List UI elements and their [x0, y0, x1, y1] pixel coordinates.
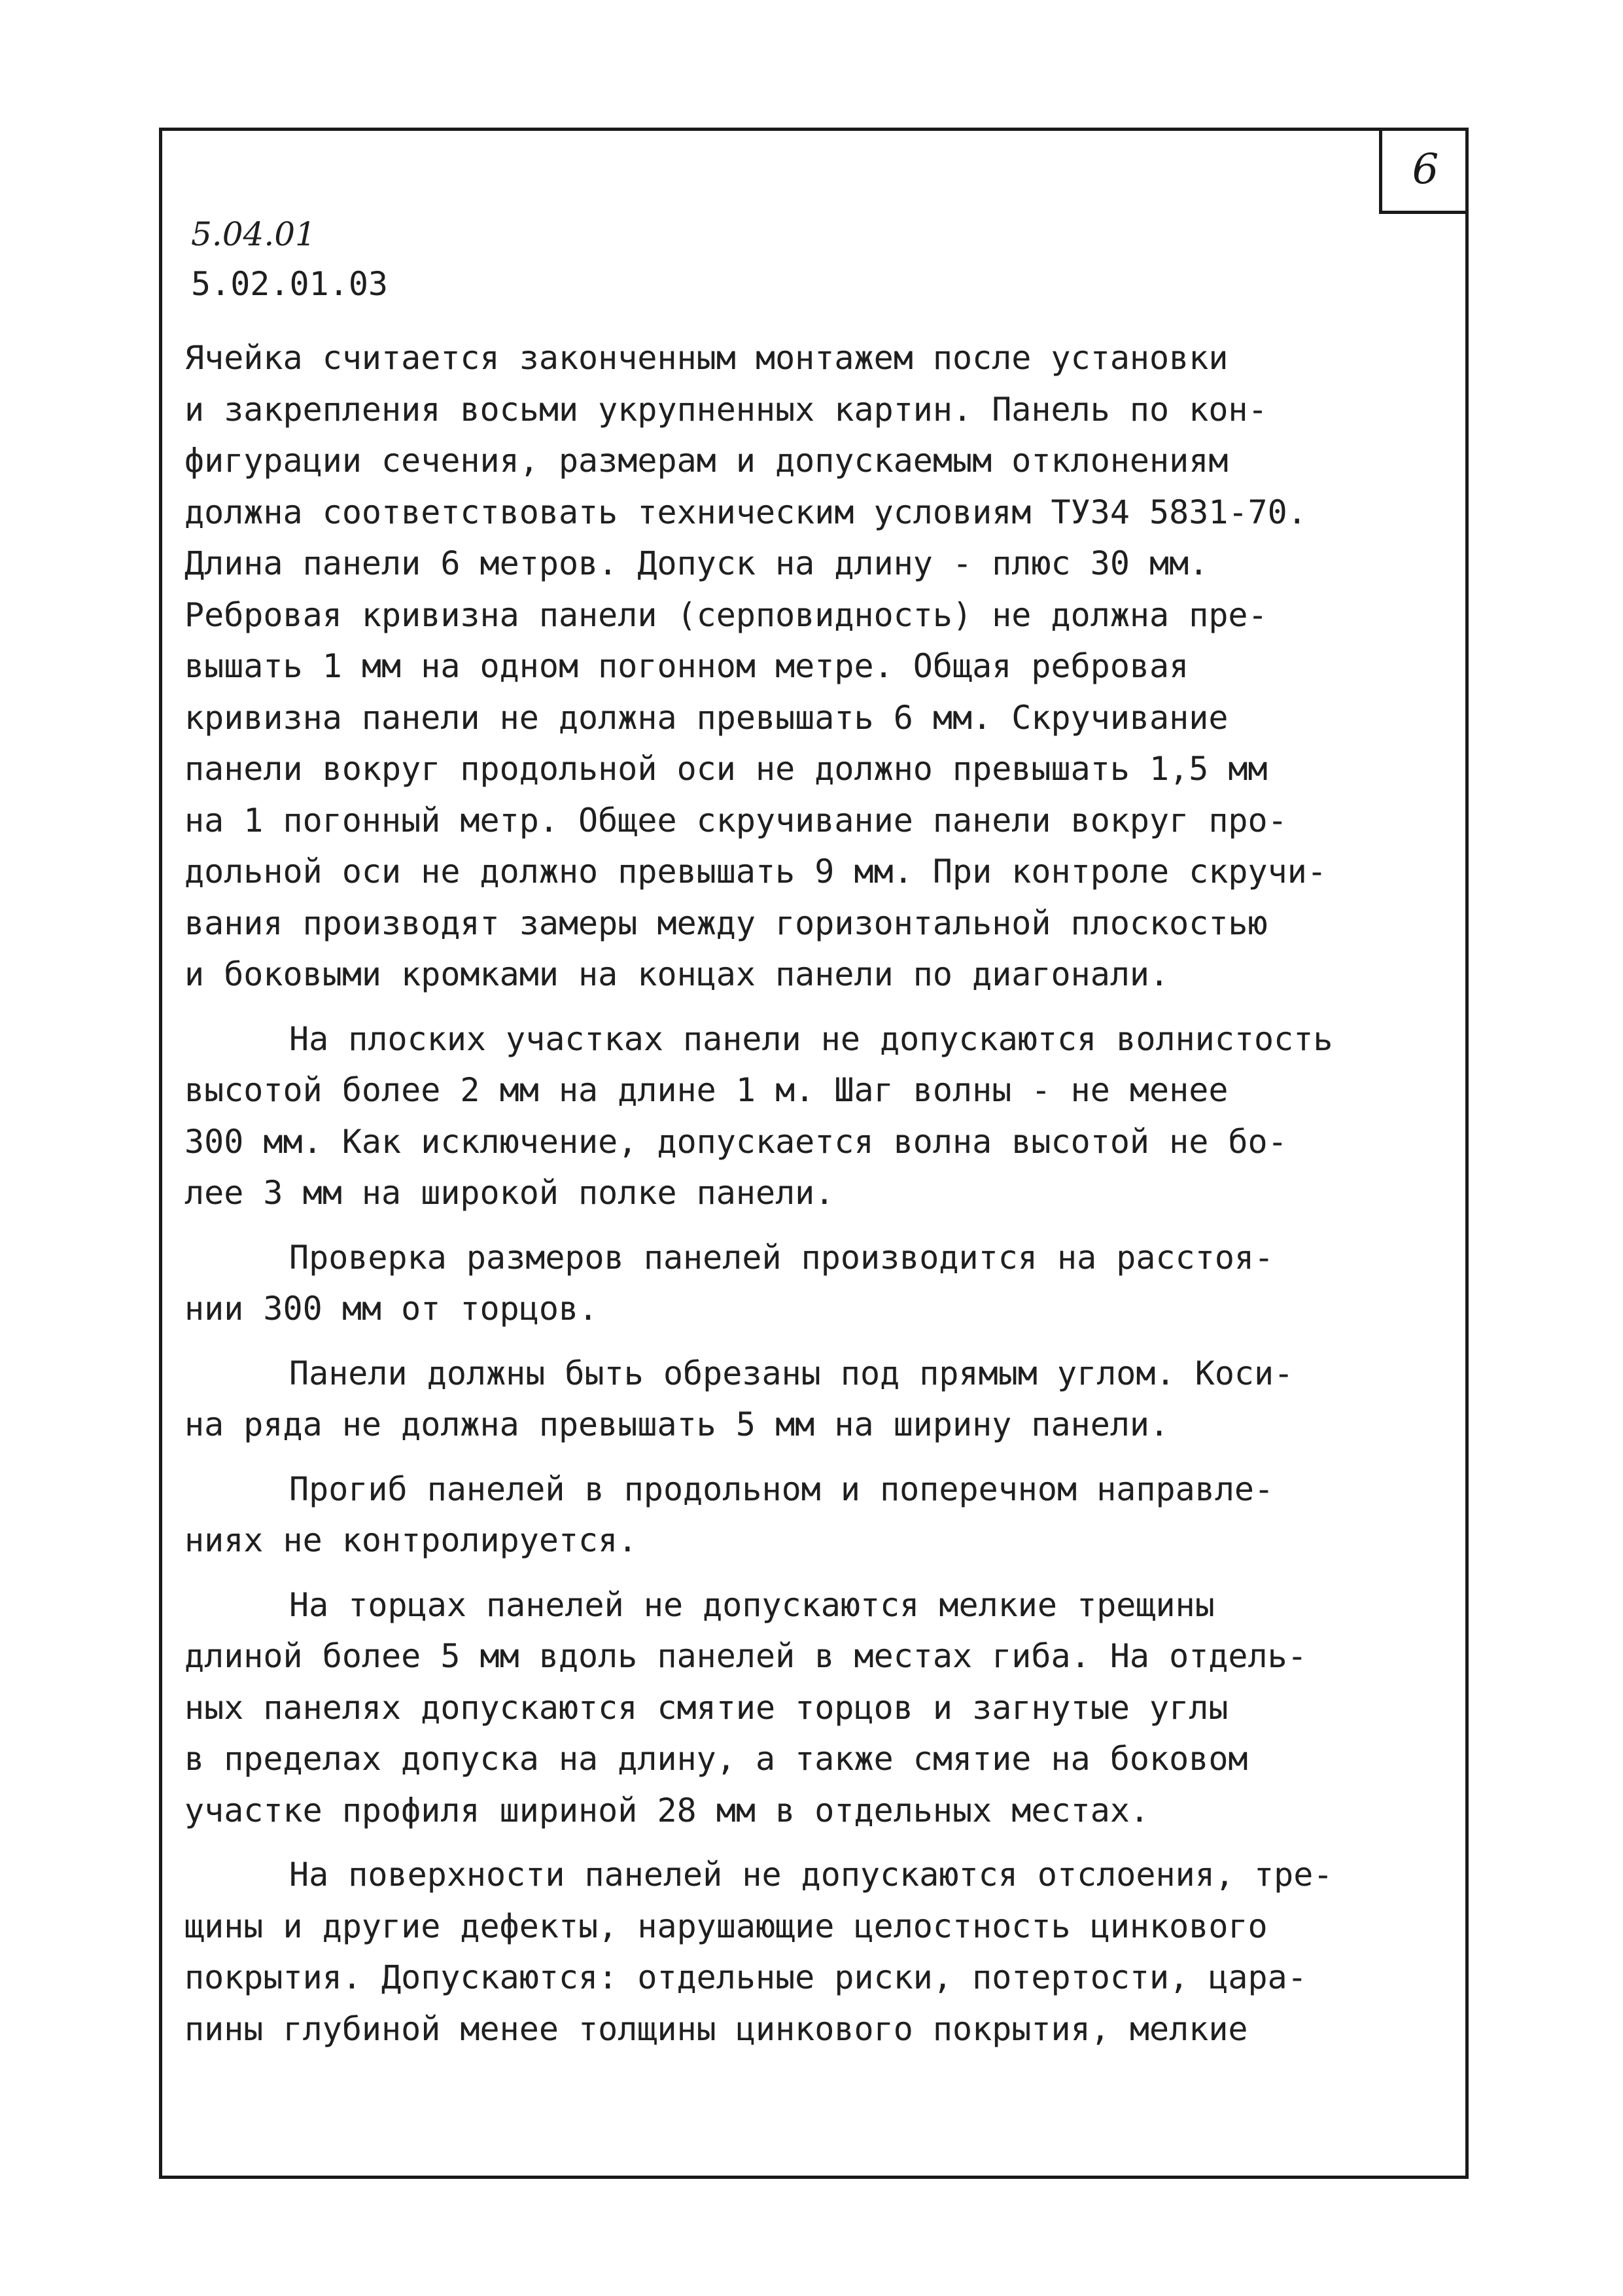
text-line: на ряда не должна превышать 5 мм на ширину панели.: [184, 1405, 1170, 1443]
text-line: вышать 1 мм на одном погонном метре. Общая ребровая: [184, 647, 1189, 685]
text-line: Ячейка считается законченным монтажем после установки: [184, 339, 1229, 377]
doc-code-typed: 5.02.01.03: [191, 265, 389, 303]
text-line: Длина панели 6 метров. Допуск на длину - плюс 30 мм.: [184, 544, 1209, 582]
paragraph: [184, 1849, 1427, 2055]
text-line: кривизна панели не должна превышать 6 мм. Скручивание: [184, 698, 1229, 737]
paragraph: [184, 332, 1427, 1000]
text-line: должна соответствовать техническим условиям ТУ34 5831-70.: [184, 493, 1307, 531]
text-line: дольной оси не должно превышать 9 мм. При контроле скручи-: [184, 853, 1327, 891]
text-line: Панели должны быть обрезаны под прямым углом. Коси-: [289, 1354, 1294, 1392]
text-line: участке профиля шириной 28 мм в отдельных местах.: [184, 1791, 1150, 1829]
text-line: лее 3 мм на широкой полке панели.: [184, 1174, 835, 1212]
text-line: На плоских участках панели не допускаются волнистость: [289, 1019, 1333, 1058]
text-line: вания производят замеры между горизонтальной плоскостью: [184, 904, 1268, 942]
text-line: фигурации сечения, размерам и допускаемым отклонениям: [184, 442, 1229, 480]
text-line: высотой более 2 мм на длине 1 м. Шаг волны - не менее: [184, 1071, 1229, 1109]
text-line: покрытия. Допускаются: отдельные риски, потертости, цара-: [184, 1958, 1307, 1996]
paragraph: [184, 1014, 1427, 1219]
doc-code-handwritten: 5.04.01: [191, 215, 316, 253]
text-line: длиной более 5 мм вдоль панелей в местах гиба. На отдель-: [184, 1637, 1307, 1675]
text-line: Проверка размеров панелей производится на расстоя-: [289, 1238, 1274, 1277]
text-line: 300 мм. Как исключение, допускается волна высотой не бо-: [184, 1122, 1287, 1161]
text-line: ных панелях допускаются смятие торцов и загнутые углы: [184, 1688, 1229, 1727]
text-line: и закрепления восьми укрупненных картин. Панель по кон-: [184, 390, 1268, 429]
text-line: ниях не контролируется.: [184, 1521, 638, 1559]
text-line: На поверхности панелей не допускаются отслоения, тре-: [289, 1856, 1333, 1894]
paragraph: [184, 1464, 1427, 1566]
paragraph: [184, 1580, 1427, 1837]
text-line: нии 300 мм от торцов.: [184, 1290, 599, 1328]
text-line: пины глубиной менее толщины цинкового покрытия, мелкие: [184, 2009, 1248, 2048]
text-line: в пределах допуска на длину, а также смятие на боковом: [184, 1740, 1248, 1778]
text-line: щины и другие дефекты, нарушающие целостность цинкового: [184, 1907, 1268, 1945]
text-line: Прогиб панелей в продольном и поперечном направле-: [289, 1470, 1274, 1508]
text-line: на 1 погонный метр. Общее скручивание панели вокруг про-: [184, 801, 1287, 839]
body-text: [184, 332, 1427, 2068]
document-codes: [191, 209, 388, 309]
paragraph: [184, 1232, 1427, 1335]
text-line: На торцах панелей не допускаются мелкие трещины: [289, 1585, 1215, 1624]
paragraph: [184, 1348, 1427, 1451]
page-number: 6: [1379, 128, 1469, 214]
text-line: Ребровая кривизна панели (серповидность) не должна пре-: [184, 595, 1268, 634]
text-line: и боковыми кромками на концах панели по диагонали.: [184, 955, 1170, 993]
text-line: панели вокруг продольной оси не должно превышать 1,5 мм: [184, 750, 1268, 788]
